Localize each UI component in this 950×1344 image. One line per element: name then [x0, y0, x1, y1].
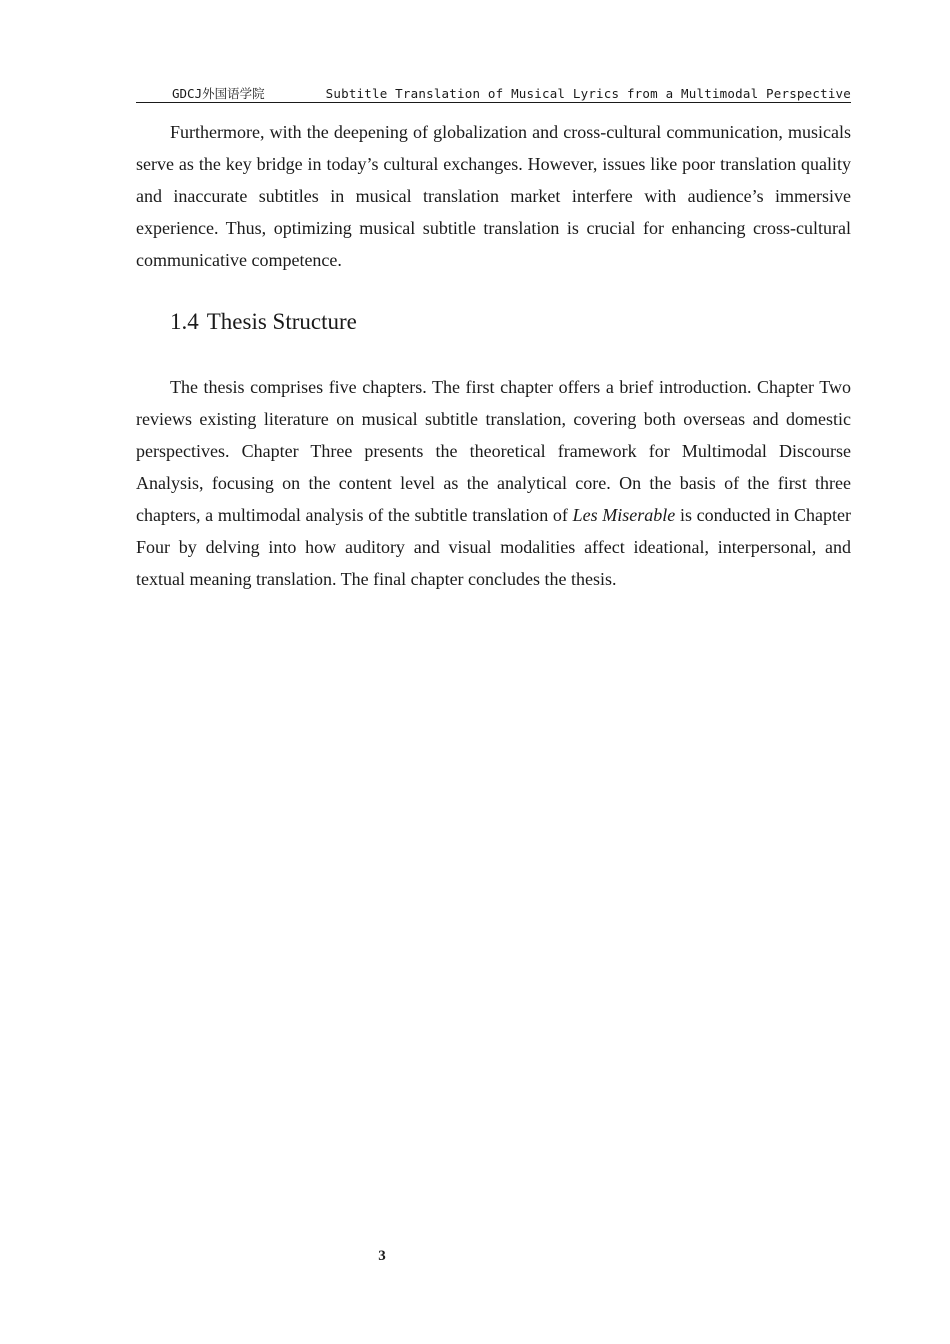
paragraph-thesis-structure — [136, 371, 851, 595]
header-institution: GDCJ外国语学院 — [172, 86, 265, 101]
header-thesis-title: Subtitle Translation of Musical Lyrics from a Multimodal Perspective — [325, 86, 851, 101]
section-title: Thesis Structure — [206, 309, 357, 334]
paragraph-text-start: The thesis comprises five chapters. The first chapter offers a brief introduction. Chapter Two reviews existing literature on musical subtitle translation, covering both overseas and domestic perspectives. Chapter Three presents the theoretical framework for Multimodal Discourse Analysis, focusing on the content level as the analytical core. On the basis of the first three chapters, a multimodal analysis of the subtitle translation of — [136, 377, 851, 525]
paragraph-text-end: is conducted in Chapter Four by delving into how auditory and visual modalities affect ideational, interpersonal, and textual meaning translation. The final chapter concludes the thesis. — [136, 505, 851, 589]
section-heading — [170, 306, 365, 338]
page-number: 3 — [378, 1248, 386, 1264]
work-title-italic: Les Miserable — [572, 505, 676, 525]
running-header — [136, 86, 851, 103]
paragraph-globalization: Furthermore, with the deepening of globalization and cross-cultural communication, musicals serve as the key bridge in today’s cultural exchanges. However, issues like poor translation quality and inaccurate subtitles in musical translation market interfere with audience’s immersive experience. Thus, optimizing musical subtitle translation is crucial for enhancing cross-cultural communicative competence. — [136, 122, 851, 270]
section-number: 1.4 — [170, 309, 199, 334]
